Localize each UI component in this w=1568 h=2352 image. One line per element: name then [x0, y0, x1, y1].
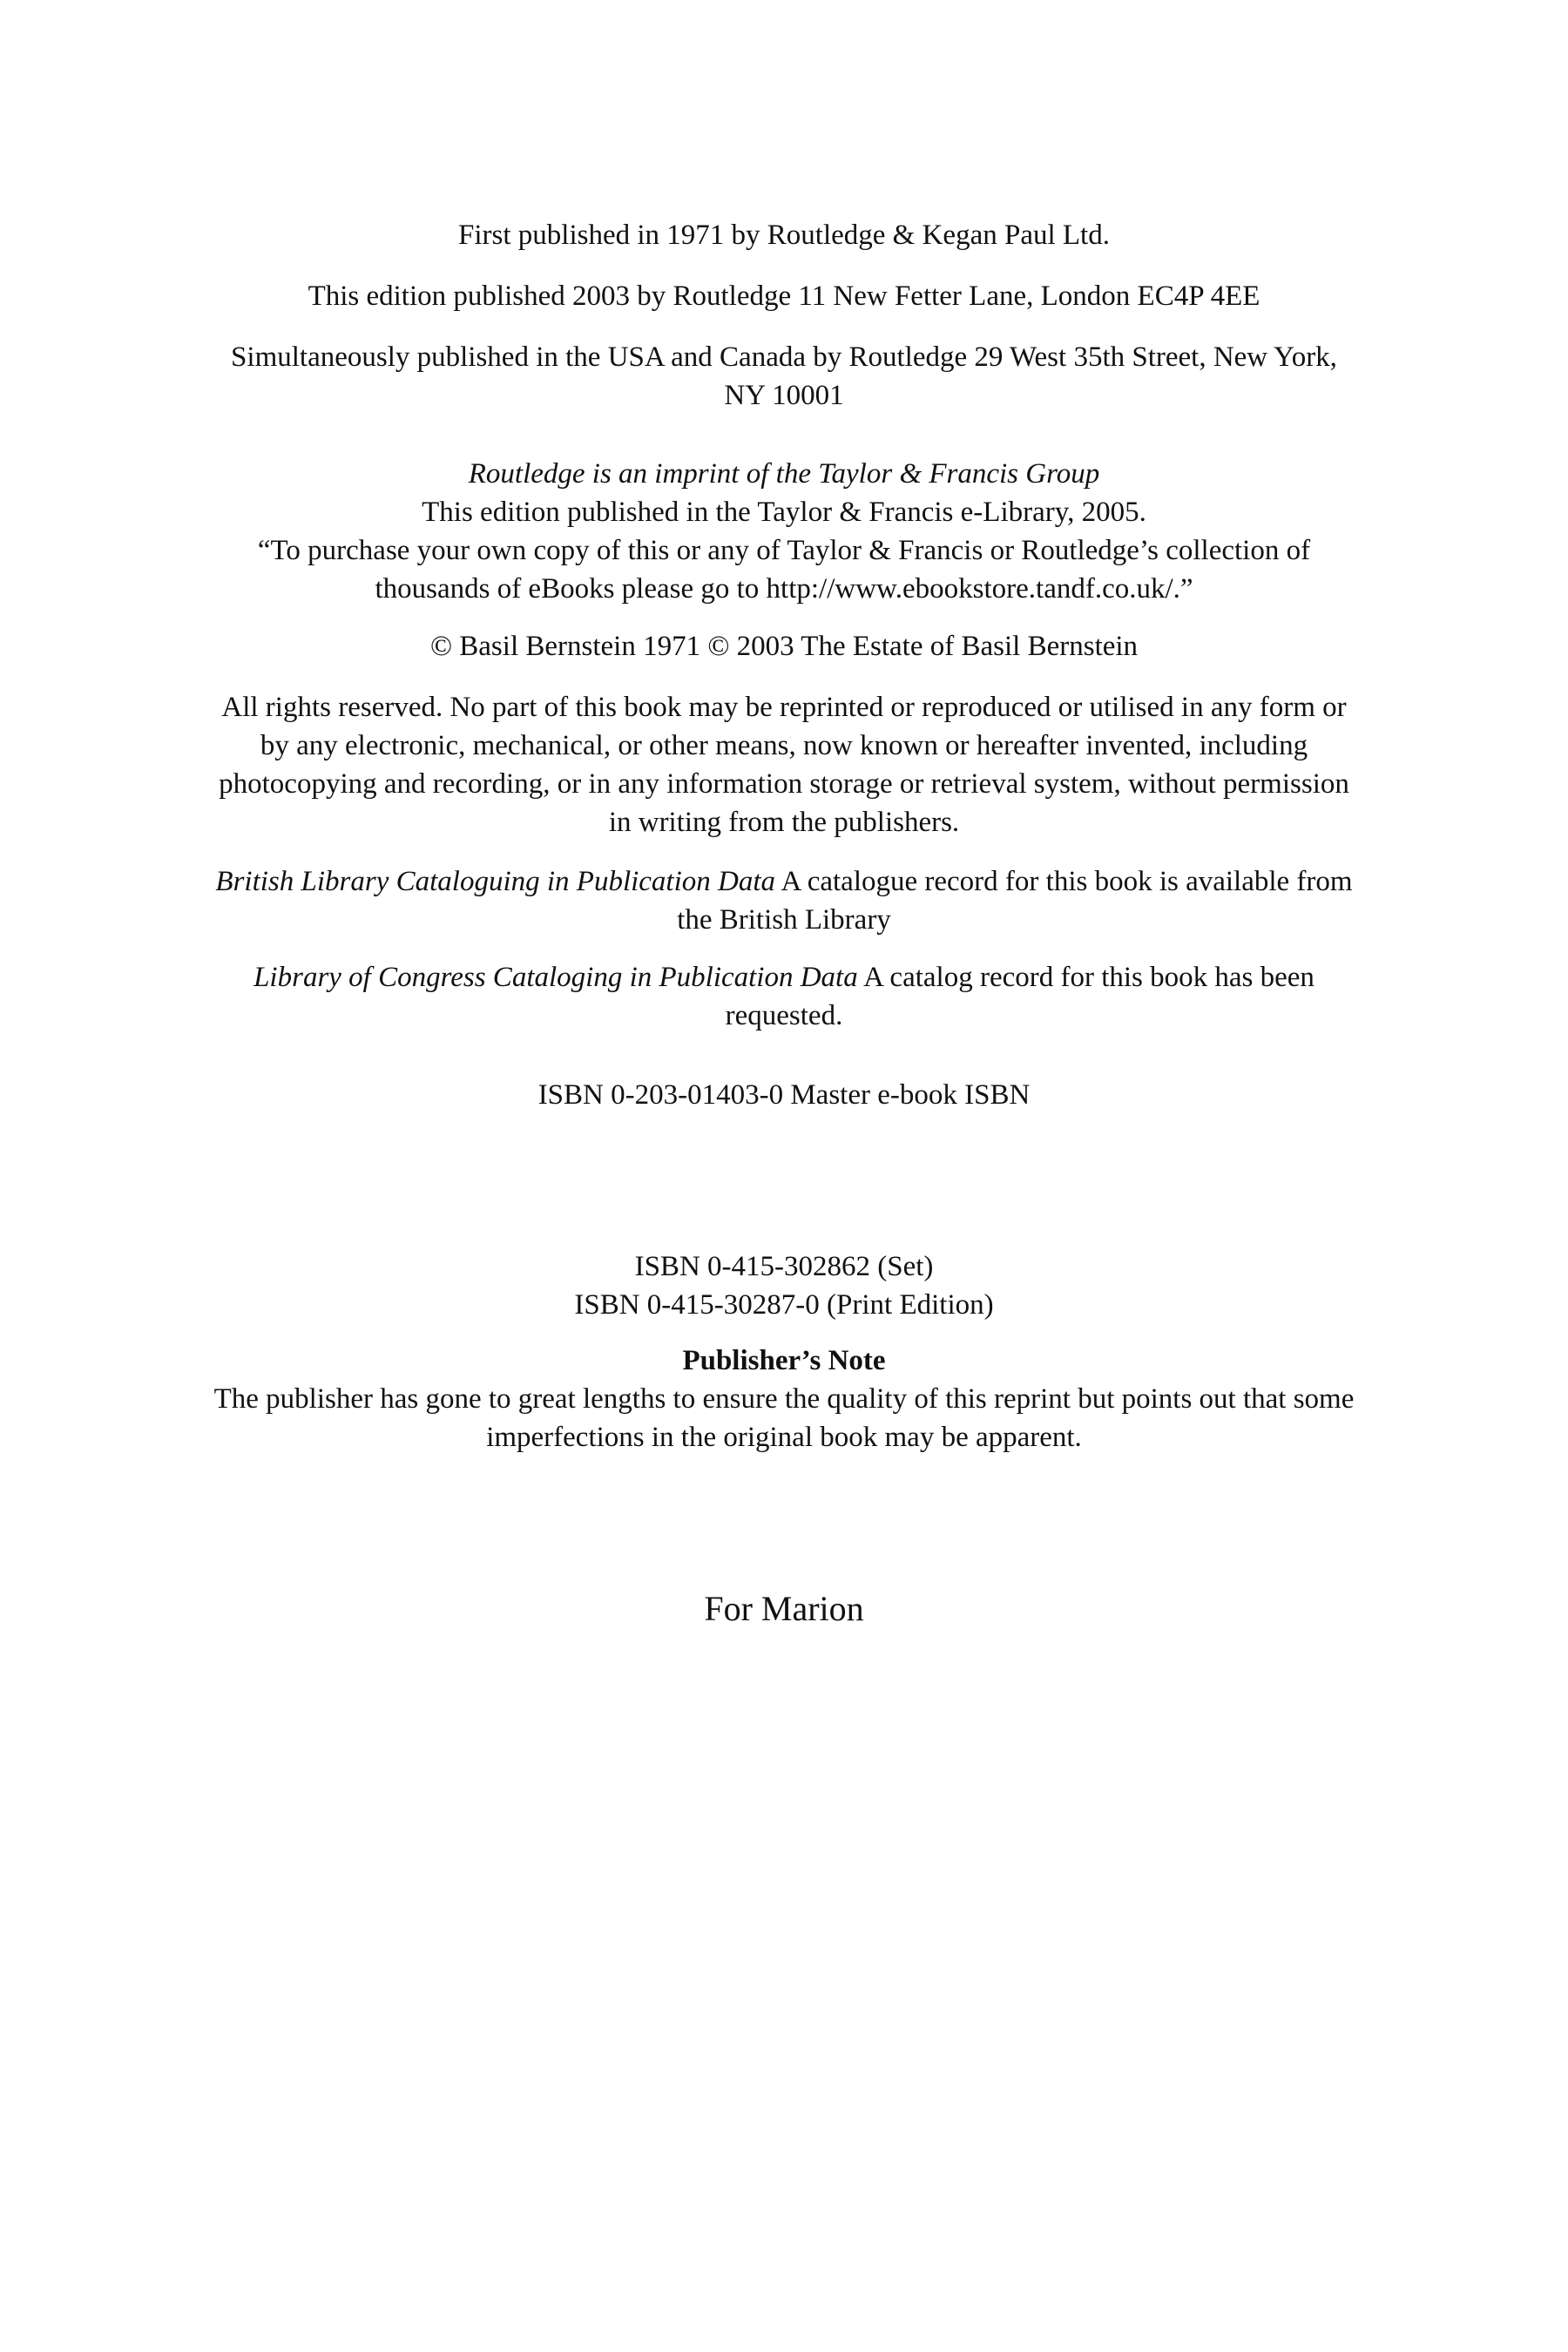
- british-library-label: British Library Cataloguing in Publication Data: [215, 866, 776, 897]
- imprint-of-line: Routledge is an imprint of the Taylor & Francis Group: [468, 458, 1100, 490]
- first-published-line: First published in 1971 by Routledge & Kegan Paul Ltd.: [458, 220, 1110, 251]
- usa-canada-publication: Simultaneously published in the USA and Canada by Routledge 29 West 35th Street, New York, NY 10001: [231, 341, 1337, 411]
- publishers-note: Publisher’s Note The publisher has gone to great lengths to ensure the quality of this reprint but points out that some imperfections in the original book may be apparent.: [122, 1342, 1446, 1456]
- library-of-congress-cip: Library of Congress Cataloging in Publication Data A catalog record for this book has been requested.: [253, 962, 1315, 1031]
- purchase-line-2: thousands of eBooks please go to http://www.ebookstore.tandf.co.uk/.”: [375, 573, 1193, 605]
- copyright-line: © Basil Bernstein 1971 © 2003 The Estate of Basil Bernstein: [429, 631, 1139, 662]
- library-of-congress-label: Library of Congress Cataloging in Publication Data: [253, 962, 858, 993]
- rights-reserved: All rights reserved. No part of this book may be reprinted or reproduced or utilised in any form or by any electronic, mechanical, or other means, now known or hereafter invented, including photocopying and recording, or in any information storage or retrieval system, without permission in writing from the publishers.: [219, 692, 1349, 838]
- purchase-line-1: “To purchase your own copy of this or any of Taylor & Francis or Routledge’s collection of: [257, 535, 1311, 566]
- edition-line: This edition published 2003 by Routledge 11 New Fetter Lane, London EC4P 4EE: [308, 280, 1260, 312]
- british-library-cip: British Library Cataloguing in Publication Data A catalogue record for this book is available from the British Library: [215, 866, 1353, 936]
- elibrary-line: This edition published in the Taylor & Francis e-Library, 2005.: [422, 497, 1146, 528]
- publishers-note-heading: Publisher’s Note: [682, 1345, 886, 1376]
- isbn-set: ISBN 0-415-302862 (Set): [634, 1251, 934, 1282]
- isbn-list: [122, 1247, 1446, 1324]
- isbn-print: ISBN 0-415-30287-0 (Print Edition): [574, 1289, 994, 1321]
- elibrary-notice: [122, 455, 1446, 608]
- isbn-master: ISBN 0-203-01403-0 Master e-book ISBN: [537, 1079, 1031, 1111]
- dedication: For Marion: [704, 1589, 864, 1628]
